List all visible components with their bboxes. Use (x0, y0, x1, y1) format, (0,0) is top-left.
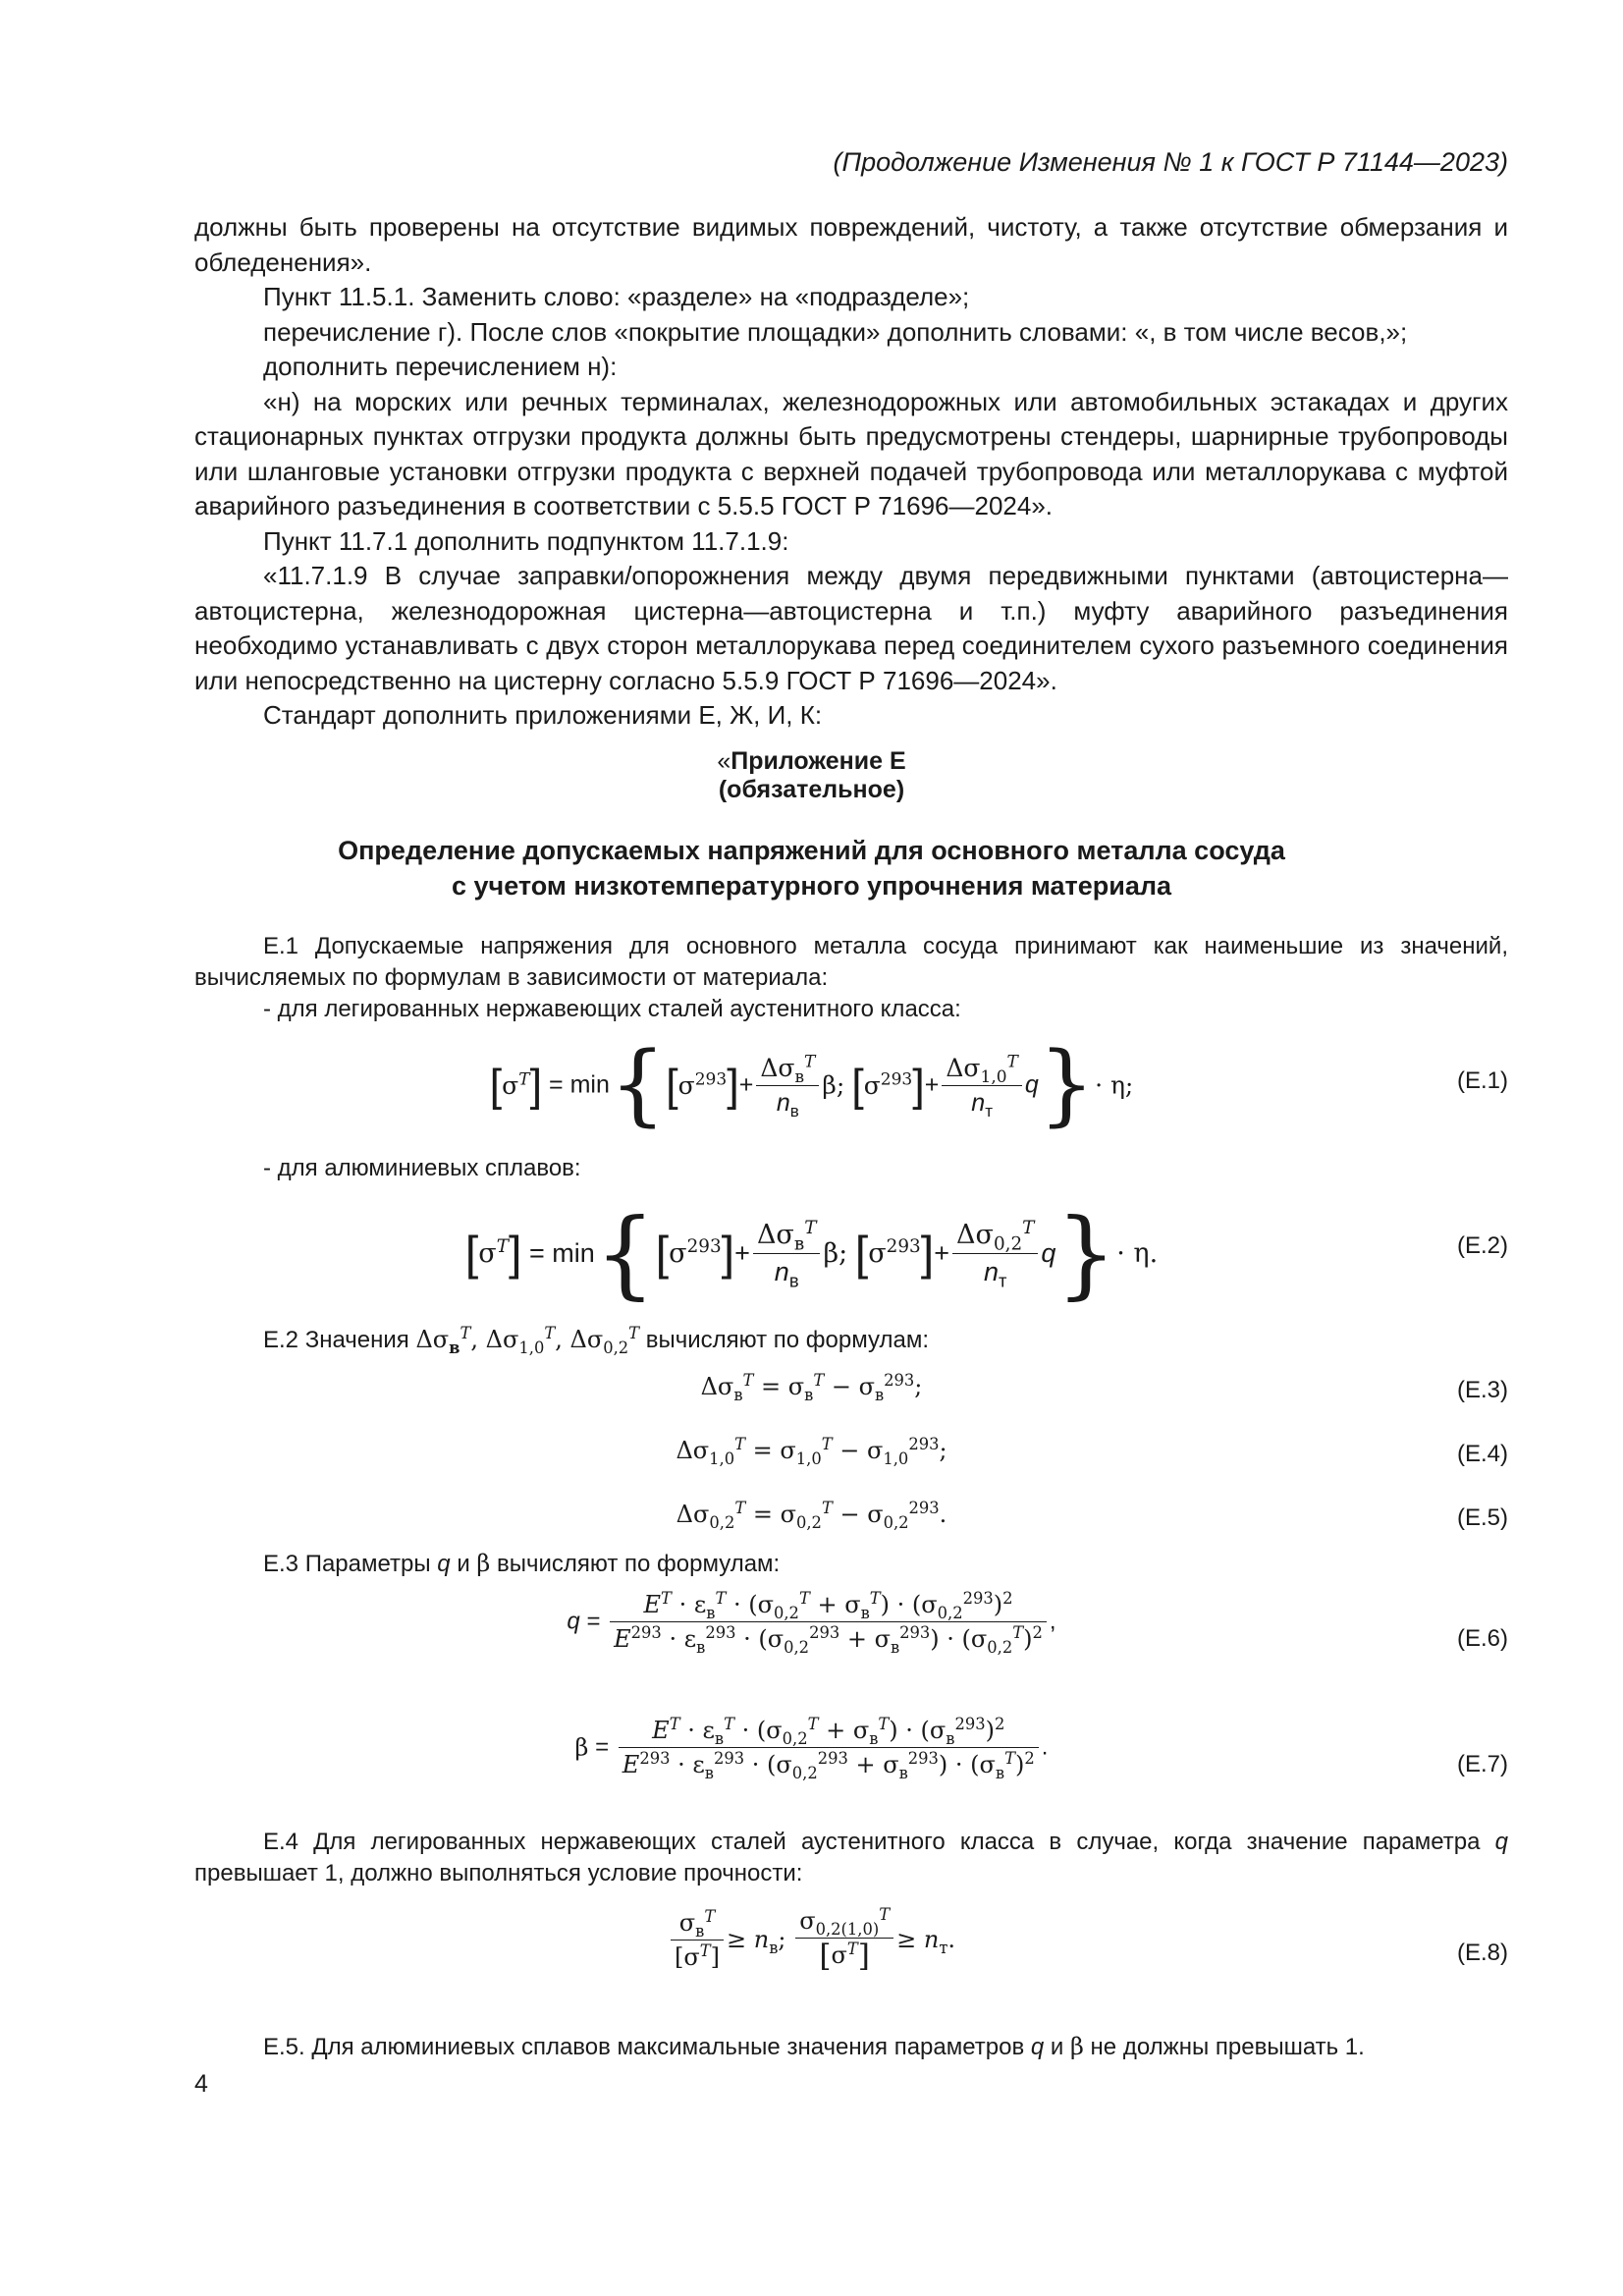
equation-number: (Е.4) (1456, 1441, 1508, 1467)
formula-e2: $[\sigma^T] = \min\{[\sigma^{293}]+$ $\frac{\Delta\sigma_в^T}{n_в}$ β; $[\sigma^{293}]+$ $\frac{\Delta\sigma_{0,2}^T}{n_т}$ q}· η. (464, 1198, 1159, 1309)
e4-text-before: Е.4 Для легированных нержавеющих сталей аустенитного класса в случае, когда значение параметра (263, 1829, 1481, 1855)
e2-prefix: Е.2 Значения (263, 1327, 409, 1353)
beta-symbol: β (476, 1550, 491, 1577)
q-symbol: q (1494, 1829, 1509, 1855)
beta-symbol: β (1070, 2033, 1084, 2060)
e2-line: Е.2 Значения $\Delta\sigma_в^T$, $\Delta\sigma_{1,0}^T$, $\Delta\sigma_{0,2}^T$ вычисляют по формулам: (263, 1324, 929, 1357)
e1-text: Е.1 Допускаемые напряжения для основного металла сосуда принимают как наименьшие из значений, вычисляемых по формулам в зависимости от материала: (194, 933, 1508, 991)
e3-and: и (457, 1551, 470, 1577)
section-heading-line2: с учетом низкотемпературного упрочнения материала (451, 871, 1172, 901)
q-symbol: q (437, 1551, 451, 1577)
paragraph: Стандарт дополнить приложениями Е, Ж, И, К: (263, 700, 823, 730)
e5-suffix: не должны превышать 1. (1090, 2034, 1365, 2060)
equation-number: (Е.3) (1456, 1377, 1508, 1403)
e1-block (194, 931, 1508, 1025)
e1-item-steel: - для легированных нержавеющих сталей аустенитного класса: (263, 996, 961, 1022)
page-header: (Продолжение Изменения № 1 к ГОСТ Р 71144—2023) (833, 147, 1508, 177)
e5-line (194, 2031, 1508, 2063)
paragraph: Пункт 11.7.1 дополнить подпунктом 11.7.1.9: (263, 525, 789, 556)
e3-line (194, 1548, 1508, 1580)
section-heading-line1: Определение допускаемых напряжений для основного металла сосуда (338, 836, 1285, 865)
formula-e4: $\Delta\sigma_{1,0}^T = \sigma_{1,0}^T - \sigma_{1,0}^{293}$; (676, 1435, 947, 1468)
paragraph: дополнить перечислением н): (263, 352, 618, 381)
equation-number: (Е.6) (1456, 1625, 1508, 1652)
e1-item-alu: - для алюминиевых сплавов: (263, 1155, 581, 1181)
q-symbol: q (1030, 2034, 1045, 2060)
equation-number: (Е.5) (1456, 1504, 1508, 1531)
e1-item-alu-block (194, 1153, 1508, 1184)
formula-e5: $\Delta\sigma_{0,2}^T = \sigma_{0,2}^T - \sigma_{0,2}^{293}$. (676, 1499, 947, 1532)
quote-mark: « (717, 747, 731, 775)
equation-number: (Е.1) (1456, 1067, 1508, 1094)
appendix-status: (обязательное) (718, 776, 905, 803)
body-text (194, 210, 1508, 734)
paragraph: перечисление г). После слов «покрытие площадки» дополнить словами: «, в том числе весов,»; (263, 316, 1408, 347)
e4-block (194, 1827, 1508, 1889)
e3-suffix: вычисляют по формулам: (496, 1551, 781, 1577)
formula-e7: β = $\frac{E^T \cdot \varepsilon_в^T \cdot (\sigma_{0,2}^T + \sigma_в^T) \cdot (\sigma_в^{293})^2}{E^{293} \cdot \varepsilon_в^{293} \cdot (\sigma_{0,2}^{293} + \sigma_в^{293}) \cdot (\sigma_в^T)^2}$ . (574, 1715, 1049, 1782)
formula-e1: $[\sigma^T] = \min\{[\sigma^{293}]+$ $\frac{\Delta\sigma_в^T}{n_в}$ β; $[\sigma^{293}]+$ $\frac{\Delta\sigma_{1,0}^T}{n_т}$ q}· η; (489, 1033, 1134, 1136)
appendix-title-text: Приложение Е (730, 747, 906, 775)
equation-number: (Е.2) (1456, 1232, 1508, 1259)
e4-text-after: превышает 1, должно выполняться условие прочности: (194, 1860, 803, 1886)
formula-e8: $\frac{\sigma_в^T}{[\sigma^T]}$ ≥ $n_в$; $\frac{\sigma_{0,2(1,0)}^T}{[\sigma^T]}$ ≥ $n_т$. (0, 1907, 1623, 1972)
e5-and: и (1050, 2034, 1064, 2060)
formula-e6: q = $\frac{E^T \cdot \varepsilon_в^T \cdot (\sigma_{0,2}^T + \sigma_в^T) \cdot (\sigma_{0,2}^{293})^2}{E^{293} \cdot \varepsilon_в^{293} \cdot (\sigma_{0,2}^{293} + \sigma_в^{293}) \cdot (\sigma_{0,2}^T)^2}$ , (567, 1589, 1056, 1657)
equation-number: (Е.8) (1456, 1940, 1508, 1966)
paragraph: «н) на морских или речных терминалах, железнодорожных или автомобильных эстакадах и других стационарных пунктах отгрузки продукта должны быть предусмотрены стендеры, шарнирные трубопроводы или шланговые установки отгрузки продукта с верхней подачей трубопровода или металлорукава с муфтой аварийного разъединения в соответствии с 5.5.5 ГОСТ Р 71696—2024». (194, 386, 1508, 520)
paragraph: Пункт 11.5.1. Заменить слово: «разделе» на «подразделе»; (263, 282, 970, 311)
page-number: 4 (194, 2070, 208, 2098)
formula-e3: $\Delta\sigma_в^T = \sigma_в^T - \sigma_в^{293}$; (700, 1371, 923, 1404)
e2-suffix: вычисляют по формулам: (645, 1327, 929, 1353)
equation-number: (Е.7) (1456, 1751, 1508, 1777)
paragraph: должны быть проверены на отсутствие видимых повреждений, чистоту, а также отсутствие обмерзания и обледенения». (194, 212, 1508, 277)
e5-prefix: Е.5. Для алюминиевых сплавов максимальные значения параметров (263, 2034, 1025, 2060)
paragraph: «11.7.1.9 В случае заправки/опорожнения между двумя передвижными пунктами (автоцистерна—автоцистерна, железнодорожная цистерна—автоцистерна и т.п.) муфту аварийного разъединения необходимо устанавливать с двух сторон металлорукава перед соединителем сухого разъемного соединения или непосредственно на цистерну согласно 5.5.9 ГОСТ Р 71696—2024». (194, 561, 1508, 695)
e3-prefix: Е.3 Параметры (263, 1551, 431, 1577)
